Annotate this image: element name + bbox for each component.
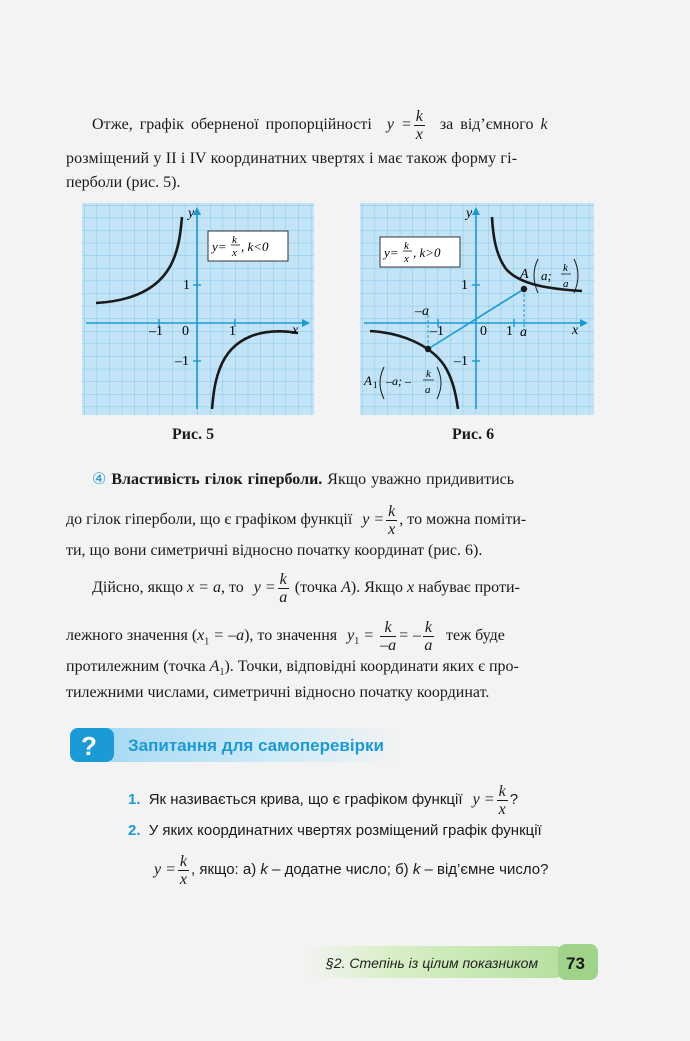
question-2-line2: y = $\frac{k}{x}$ , якщо: а) k – додатне число; б) k – від’ємне число? [154,853,549,888]
fig5-formula-y: y= [212,239,227,254]
svg-text:x: x [404,253,409,265]
fig6-tick-a: a [520,325,527,340]
page-footer [304,944,604,980]
para2-line1 [92,470,514,490]
para2-text: Якщо уважно придивитись [327,471,515,488]
fig6-tick-1: 1 [506,324,513,339]
fraction-k-over-x: $\frac{k}{x}$ [179,853,188,888]
para1-text-b: за від’ємного [439,116,534,134]
svg-text:?: ? [81,731,97,761]
question-1: 1. Як називається крива, що є графіком функції y = $\frac{k}{x}$ ? [128,783,519,818]
fig6-y-label: y [466,206,473,221]
fig5-tick-1: 1 [229,324,236,339]
svg-text:k: k [563,262,568,274]
fraction-k-over-x: $\frac{k}{x}$ [415,108,423,143]
point-A1 [425,346,431,352]
para2-line2: до гілок гіперболи, що є графіком функції y = $\frac{k}{x}$ , то можна поміти- [66,503,527,538]
footer-chapter: §2. Степінь із цілим показником [326,955,539,971]
para1-line1 [92,108,548,143]
self-check-banner [70,728,400,762]
fig5-origin: 0 [182,324,189,339]
para3-line4: тилежними числами, симетричні відносно початку координат. [66,684,490,701]
fraction-k-over-neg-a: $\frac{k}{-a}$ [380,619,397,654]
question-2-line1: 2. У яких координатних чвертях розміщений графік функції [128,822,542,839]
para1-k: k [540,116,548,134]
page-number: 73 [566,954,585,973]
fig6-x-label: x [572,323,579,338]
fig5-caption: Рис. 5 [172,426,215,443]
fraction-k-over-x: $\frac{k}{x}$ [388,503,396,538]
svg-text:k: k [404,240,409,252]
para3-line1: Дійсно, якщо x = a, то y = $\frac{k}{a}$ (точка A). Якщо x набуває проти- [92,571,520,606]
fig6-tick-ym1: –1 [454,354,468,369]
para1-line2: розміщений у ІІ і ІV координатних чвертях і має також форму гі- [66,150,518,167]
para3-line3: протилежним (точка $A_1$). Точки, відповідні координати яких є про- [66,658,519,679]
item-number-icon: ④ [92,471,107,488]
section-title: Запитання для самоперевірки [128,736,384,755]
fig6-A1-coord: –a; – [386,374,411,388]
fig6-tick-m1: –1 [430,324,444,339]
fig6-formula-y: y= [384,245,399,260]
para3-line2: лежного значення $(x_1 = -a)$, то значення $y_1$ = $\frac{k}{-a}$ = – $\frac{k}{a}$ теж буде [66,619,505,654]
fraction-k-over-a: $\frac{k}{a}$ [279,571,288,606]
fig6-label-A: A [520,267,529,282]
fig6-tick-y1: 1 [461,278,468,293]
para2-title: Властивість гілок гіперболи. [111,471,323,488]
svg-text:1: 1 [373,380,378,390]
svg-text:a: a [563,278,569,290]
fraction-k-over-x: $\frac{k}{x}$ [498,783,506,818]
fig6-tick-ma: –a [415,304,429,319]
fig6-A-coord: a; [541,268,552,283]
fig5-tick-ym1: –1 [175,354,189,369]
fig5-x-label: x [292,323,299,338]
fig5-y-label: y [188,206,195,221]
fig5-tick-m1: –1 [149,324,163,339]
para1-text-a: Отже, графік оберненої пропорційності [92,116,372,134]
figure-6-graph [360,203,594,415]
svg-text:k: k [232,234,237,246]
figure-5-graph [82,203,314,415]
para2-line3: ти, що вони симетричні відносно початку координат (рис. 6). [66,542,483,559]
fig6-origin: 0 [480,324,487,339]
point-A [521,286,527,292]
textbook-page [4,0,686,1041]
fig6-caption: Рис. 6 [452,426,495,443]
para1-line3: перболи (рис. 5). [66,174,181,191]
svg-text:a: a [425,384,431,396]
fig6-label-A1: A [364,373,372,388]
fig5-tick-y1: 1 [183,278,190,293]
fig6-formula-cond: , k>0 [413,245,441,260]
para1-eq: y = [386,116,412,134]
fraction-k-over-a: $\frac{k}{a}$ [424,619,433,654]
svg-text:k: k [426,368,431,380]
svg-text:x: x [232,247,237,259]
fig5-formula-cond: , k<0 [241,239,269,254]
